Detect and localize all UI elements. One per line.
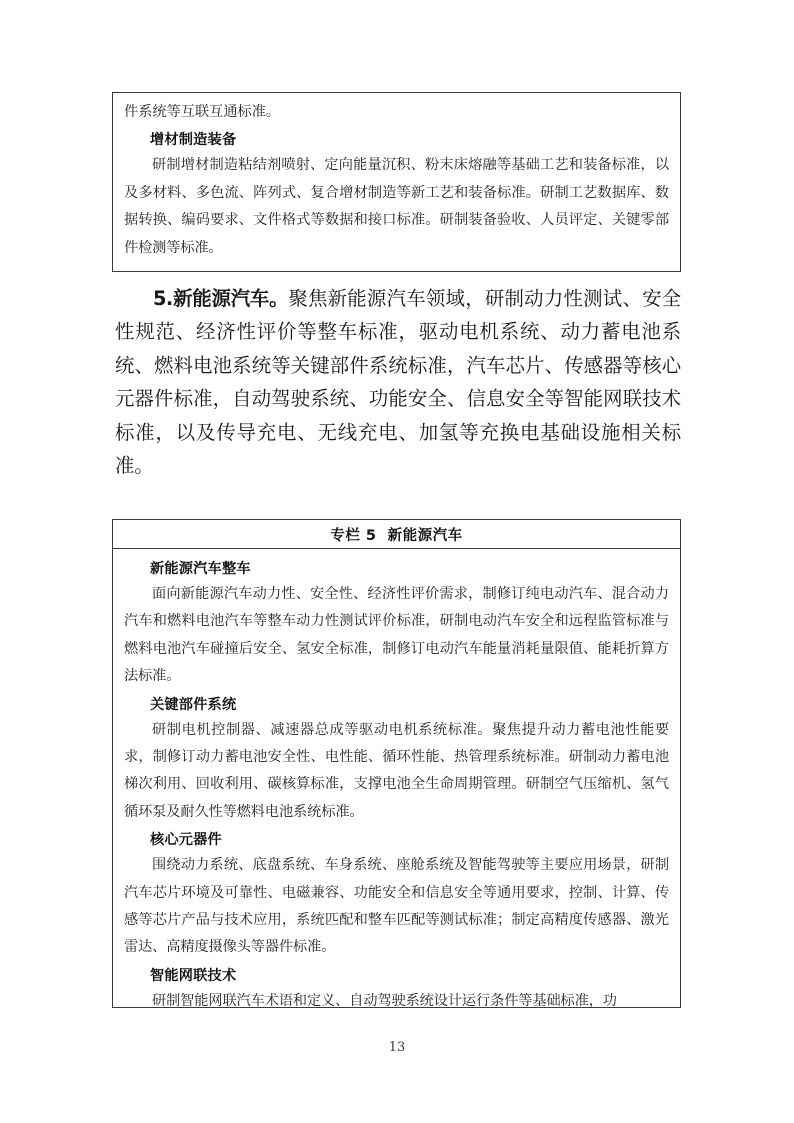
callout-body-continued	[113, 93, 680, 267]
callout-title: 专栏 5 新能源汽车	[330, 527, 463, 544]
section-heading-vehicle: 新能源汽车整车	[150, 561, 251, 577]
carryover-line: 件系统等互联互通标准。	[124, 104, 281, 120]
section-paragraph-vehicle: 面向新能源汽车动力性、安全性、经济性评价需求，制修订纯电动汽车、混合动力汽车和燃料电池汽车等整车动力性测试评价标准，研制电动汽车安全和远程监管标准与燃料电池汽车碰撞后安全、氢安全标准，制修订电动汽车能量消耗量限值、能耗折算方法标准。	[124, 586, 669, 685]
section-heading-core-devices: 核心元器件	[150, 832, 222, 849]
callout-box-column-5	[112, 519, 681, 1008]
body-paragraph-lead: 5.新能源汽车。	[153, 287, 289, 310]
section-paragraph-key-components: 研制电机控制器、减速器总成等驱动电机系统标准。聚焦提升动力蓄电池性能要求，制修订动力蓄电池安全性、电性能、循环性能、热管理系统标准。研制动力蓄电池梯次利用、回收利用、碳核算标准，支撑电池全生命周期管理。研制空气压缩机、氢气循环泵及耐久性等燃料电池系统标准。	[124, 721, 669, 820]
callout-body-column-5	[113, 549, 680, 1020]
section-paragraph-intelligent-connected-technology: 研制智能网联汽车术语和定义、自动驾驶系统设计运行条件等基础标准，功	[152, 992, 617, 1009]
body-paragraph-text: 聚焦新能源汽车领域，研制动力性测试、安全性规范、经济性评价等整车标准，驱动电机系统、动力蓄电池系统、燃料电池系统等关键部件系统标准，汽车芯片、传感器等核心元器件标准，自动驾驶系统、功能安全、信息安全等智能网联技术标准，以及传导充电、无线充电、加氢等充换电基础设施相关标准。	[115, 287, 682, 477]
section-paragraph-core-devices: 围绕动力系统、底盘系统、车身系统、座舱系统及智能驾驶等主要应用场景，研制汽车芯片环境及可靠性、电磁兼容、功能安全和信息安全等通用要求，控制、计算、传感等芯片产品与技术应用，系统匹配和整车匹配等测试标准；制定高精度传感器、激光雷达、高精度摄像头等器件标准。	[124, 857, 669, 956]
page-number: 13	[388, 1040, 406, 1055]
section-heading-intelligent-connected-technology: 智能网联技术	[150, 967, 237, 984]
callout-title-row	[113, 520, 680, 549]
section-heading-additive-manufacturing-equipment: 增材制造装备	[150, 132, 237, 149]
callout-box-continued	[112, 92, 681, 272]
section-heading-key-components: 关键部件系统	[150, 696, 237, 713]
body-paragraph-new-energy-vehicles	[115, 282, 681, 482]
section-paragraph-additive-manufacturing-equipment: 研制增材制造粘结剂喷射、定向能量沉积、粉末床熔融等基础工艺和装备标准，以及多材料、多色流、阵列式、复合增材制造等新工艺和装备标准。研制工艺数据库、数据转换、编码要求、文件格式等数据和接口标准。研制装备验收、人员评定、关键零部件检测等标准。	[124, 157, 669, 256]
